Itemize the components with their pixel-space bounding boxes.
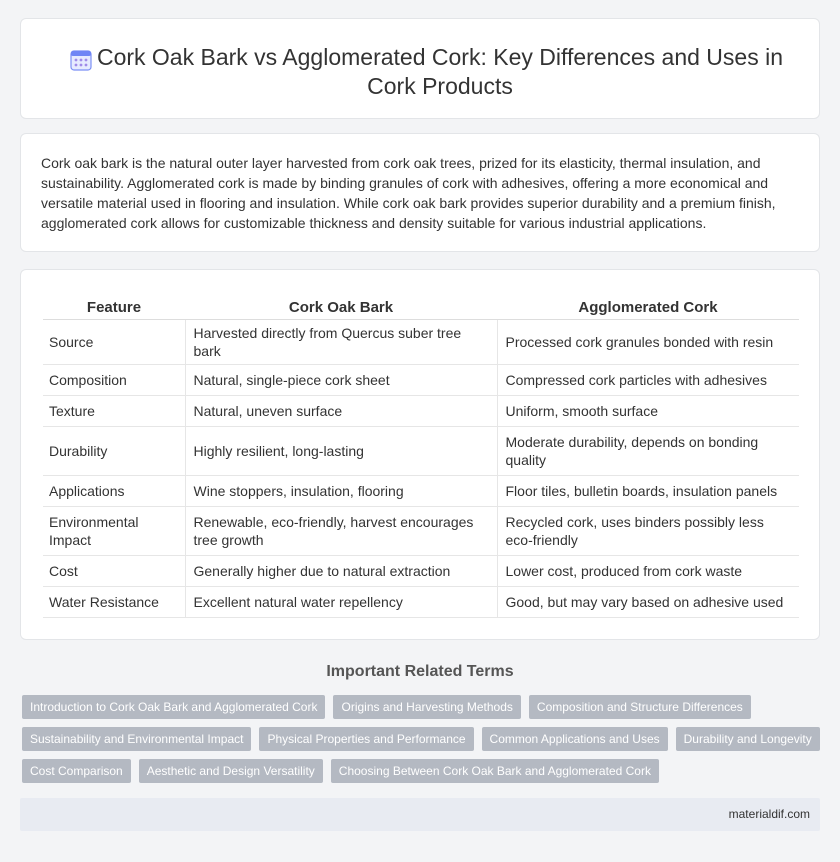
table-cell: Natural, uneven surface	[185, 395, 497, 426]
intro-card	[20, 133, 820, 252]
header-card	[20, 18, 820, 119]
table-row	[43, 426, 799, 475]
table-cell: Harvested directly from Quercus suber tree bark	[185, 319, 497, 364]
table-cell: Source	[43, 319, 185, 364]
table-cell: Floor tiles, bulletin boards, insulation panels	[497, 475, 799, 506]
calendar-icon	[69, 48, 93, 72]
table-cell: Generally higher due to natural extraction	[185, 555, 497, 586]
table-row	[43, 395, 799, 426]
title-wrap	[61, 43, 799, 101]
table-cell: Durability	[43, 426, 185, 475]
intro-paragraph: Cork oak bark is the natural outer layer harvested from cork oak trees, prized for its elasticity, thermal insulation, and sustainability. Agglomerated cork is made by binding granules of cork with adhesives, offering a more economical and versatile material used in flooring and insulation. While cork oak bark provides superior durability and a premium finish, agglomerated cork allows for customizable thickness and density suitable for various industrial applications.	[41, 155, 776, 231]
footer-site-link[interactable]: materialdif.com	[728, 807, 810, 821]
table-cell: Good, but may vary based on adhesive used	[497, 586, 799, 617]
comparison-table-card	[20, 269, 820, 640]
related-terms-title: Important Related Terms	[326, 663, 514, 680]
table-cell: Lower cost, produced from cork waste	[497, 555, 799, 586]
related-term-tag[interactable]: Common Applications and Uses	[482, 727, 668, 751]
table-cell: Applications	[43, 475, 185, 506]
table-header-row	[43, 297, 799, 319]
related-term-tag[interactable]: Origins and Harvesting Methods	[333, 695, 520, 719]
related-term-tag[interactable]: Composition and Structure Differences	[529, 695, 751, 719]
table-cell: Uniform, smooth surface	[497, 395, 799, 426]
table-cell: Composition	[43, 364, 185, 395]
related-term-tag[interactable]: Choosing Between Cork Oak Bark and Agglomerated Cork	[331, 759, 659, 783]
table-cell: Texture	[43, 395, 185, 426]
table-cell: Wine stoppers, insulation, flooring	[185, 475, 497, 506]
comparison-table	[43, 297, 799, 618]
table-cell: Natural, single-piece cork sheet	[185, 364, 497, 395]
table-cell: Water Resistance	[43, 586, 185, 617]
table-cell: Processed cork granules bonded with resin	[497, 319, 799, 364]
related-term-tag[interactable]: Aesthetic and Design Versatility	[139, 759, 323, 783]
related-term-tag[interactable]: Sustainability and Environmental Impact	[22, 727, 251, 751]
page-title: Cork Oak Bark vs Agglomerated Cork: Key Differences and Uses in Cork Products	[96, 44, 784, 99]
table-row	[43, 506, 799, 555]
column-header: Agglomerated Cork	[497, 297, 799, 319]
table-row	[43, 319, 799, 364]
table-cell: Environmental Impact	[43, 506, 185, 555]
column-header: Cork Oak Bark	[185, 297, 497, 319]
footer	[20, 798, 820, 831]
table-cell: Moderate durability, depends on bonding quality	[497, 426, 799, 475]
table-cell: Cost	[43, 555, 185, 586]
column-header: Feature	[43, 297, 185, 319]
related-term-tag[interactable]: Cost Comparison	[22, 759, 131, 783]
related-term-tag[interactable]: Introduction to Cork Oak Bark and Agglomerated Cork	[22, 695, 325, 719]
table-row	[43, 364, 799, 395]
table-cell: Renewable, eco-friendly, harvest encourages tree growth	[185, 506, 497, 555]
table-row	[43, 555, 799, 586]
table-cell: Recycled cork, uses binders possibly less eco-friendly	[497, 506, 799, 555]
table-cell: Compressed cork particles with adhesives	[497, 364, 799, 395]
table-cell: Excellent natural water repellency	[185, 586, 497, 617]
table-row	[43, 586, 799, 617]
table-row	[43, 475, 799, 506]
related-term-tag[interactable]: Durability and Longevity	[676, 727, 820, 751]
related-term-tag[interactable]: Physical Properties and Performance	[259, 727, 473, 751]
table-cell: Highly resilient, long-lasting	[185, 426, 497, 475]
related-terms-tags	[22, 695, 822, 783]
